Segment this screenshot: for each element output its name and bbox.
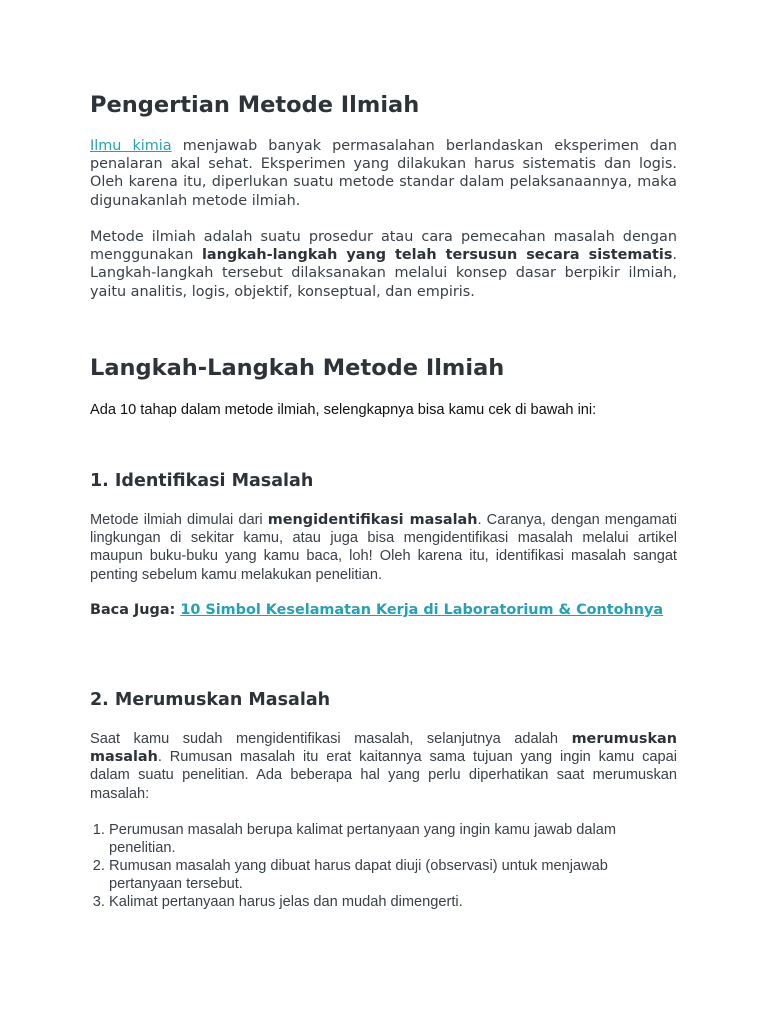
paragraph-merumuskan (90, 730, 677, 803)
identifikasi-text-b: . Caranya, dengan mengamati lingkungan di sekitar kamu, atau juga bisa mengidentifikasi masalah melalui artikel maupun buku-buku yang kamu baca, loh! Oleh karena itu, identifikasi masalah sangat penting sebelum kamu melakukan penelitian. (90, 512, 677, 583)
paragraph-identifikasi (90, 511, 677, 584)
read-also-link[interactable]: 10 Simbol Keselamatan Kerja di Laboratorium & Contohnya (180, 602, 664, 618)
merumuskan-text-a: Saat kamu sudah mengidentifikasi masalah, selanjutnya adalah (90, 731, 572, 747)
identifikasi-text-a: Metode ilmiah dimulai dari (90, 512, 268, 528)
link-ilmu-kimia[interactable]: Ilmu kimia (90, 138, 172, 154)
paragraph-definition (90, 228, 677, 301)
step-title-identifikasi: 1. Identifikasi Masalah (90, 471, 314, 491)
merumuskan-text-b: . Rumusan masalah itu erat kaitannya sama tujuan yang ingin kamu capai dalam suatu penelitian. Ada beberapa hal yang perlu diperhatikan saat merumuskan masalah: (90, 749, 677, 802)
step-title-merumuskan: 2. Merumuskan Masalah (90, 690, 331, 710)
paragraph-intro-text: menjawab banyak permasalahan berlandaskan eksperimen dan penalaran akal sehat. Eksperimen yang dilakukan harus sistematis dan logis. Oleh karena itu, diperlukan suatu metode standar dalam pelaksanaannya, maka digunakanlah metode ilmiah. (90, 138, 677, 209)
identifikasi-bold: mengidentifikasi masalah (267, 512, 478, 528)
paragraph-intro (90, 137, 677, 210)
list-item: 3. Kalimat pertanyaan harus jelas dan mudah dimengerti. (109, 893, 669, 911)
section-title-langkah: Langkah-Langkah Metode Ilmiah (90, 355, 505, 381)
read-also (90, 601, 677, 620)
steps-intro: Ada 10 tahap dalam metode ilmiah, selengkapnya bisa kamu cek di bawah ini: (90, 402, 597, 418)
definition-text-a: Metode ilmiah adalah suatu prosedur atau cara pemecahan masalah dengan menggunakan (90, 229, 677, 264)
section-title-pengertian: Pengertian Metode Ilmiah (90, 92, 420, 118)
definition-bold: langkah-langkah yang telah tersusun secara sistematis (201, 247, 673, 264)
rumusan-list (90, 821, 669, 911)
list-item: 1. Perumusan masalah berupa kalimat pertanyaan yang ingin kamu jawab dalam penelitian. (109, 821, 669, 857)
list-item: 2. Rumusan masalah yang dibuat harus dapat diuji (observasi) untuk menjawab pertanyaan tersebut. (109, 857, 669, 893)
read-also-label: Baca Juga: (90, 602, 181, 618)
definition-text-b: . Langkah-langkah tersebut dilaksanakan melalui konsep dasar berpikir ilmiah, yaitu analitis, logis, objektif, konseptual, dan empiris. (90, 247, 677, 300)
merumuskan-bold: merumuskan masalah (90, 731, 677, 766)
